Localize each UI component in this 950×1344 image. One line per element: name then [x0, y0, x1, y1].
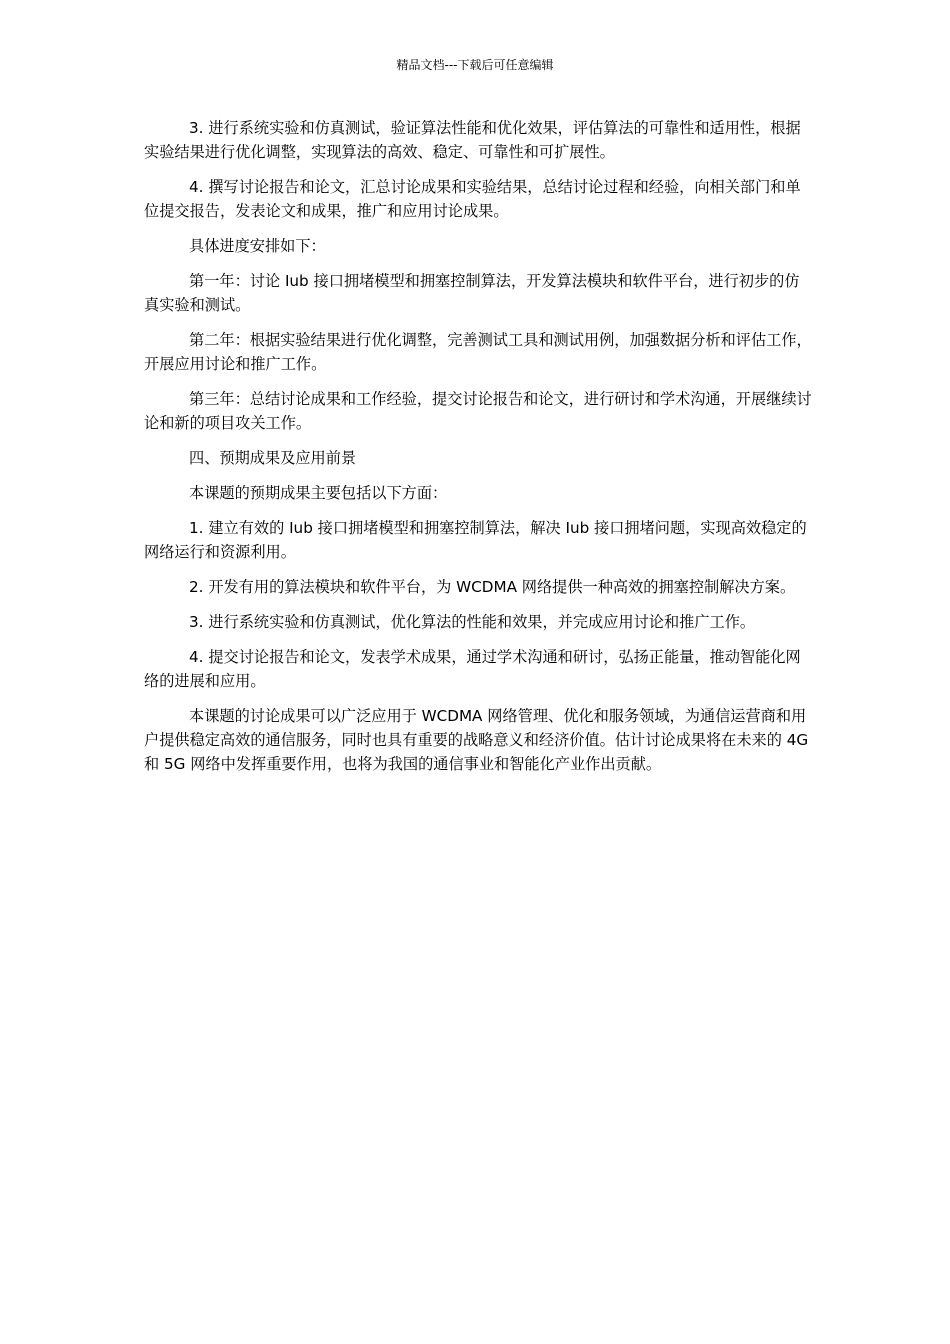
- paragraph-schedule-intro: 具体进度安排如下：: [189, 237, 326, 255]
- page-header: 精品文档---下载后可任意编辑: [396, 58, 554, 72]
- document-body: [144, 116, 814, 787]
- paragraph-results-intro: 本课题的预期成果主要包括以下方面：: [189, 484, 448, 502]
- paragraph-step-3: 3. 进行系统实验和仿真测试，验证算法性能和优化效果，评估算法的可靠性和适用性，根据实验结果进行优化调整，实现算法的高效、稳定、可靠性和可扩展性。: [144, 119, 801, 161]
- paragraph-result-1: 1. 建立有效的 Iub 接口拥堵模型和拥塞控制算法，解决 Iub 接口拥堵问题，实现高效稳定的网络运行和资源利用。: [144, 519, 807, 561]
- paragraph-step-4: 4. 撰写讨论报告和论文，汇总讨论成果和实验结果，总结讨论过程和经验，向相关部门和单位提交报告，发表论文和成果，推广和应用讨论成果。: [144, 178, 801, 220]
- paragraph-result-4: 4. 提交讨论报告和论文，发表学术成果，通过学术沟通和研讨，弘扬正能量，推动智能化网络的进展和应用。: [144, 648, 801, 690]
- paragraph-year-3: 第三年：总结讨论成果和工作经验，提交讨论报告和论文，进行研讨和学术沟通，开展继续讨论和新的项目攻关工作。: [144, 390, 812, 432]
- paragraph-year-2: 第二年：根据实验结果进行优化调整，完善测试工具和测试用例，加强数据分析和评估工作，开展应用讨论和推广工作。: [144, 331, 812, 373]
- paragraph-year-1: 第一年：讨论 Iub 接口拥堵模型和拥塞控制算法，开发算法模块和软件平台，进行初步的仿真实验和测试。: [144, 272, 800, 314]
- paragraph-application-prospects: 本课题的讨论成果可以广泛应用于 WCDMA 网络管理、优化和服务领域，为通信运营商和用户提供稳定高效的通信服务，同时也具有重要的战略意义和经济价值。估计讨论成果将在未来的 4G 和 5G 网络中发挥重要作用，也将为我国的通信事业和智能化产业作出贡献。: [144, 707, 809, 773]
- paragraph-result-2: 2. 开发有用的算法模块和软件平台，为 WCDMA 网络提供一种高效的拥塞控制解决方案。: [189, 578, 796, 596]
- paragraph-result-3: 3. 进行系统实验和仿真测试，优化算法的性能和效果，并完成应用讨论和推广工作。: [189, 613, 756, 631]
- section-heading-expected-results: 四、预期成果及应用前景: [189, 449, 357, 467]
